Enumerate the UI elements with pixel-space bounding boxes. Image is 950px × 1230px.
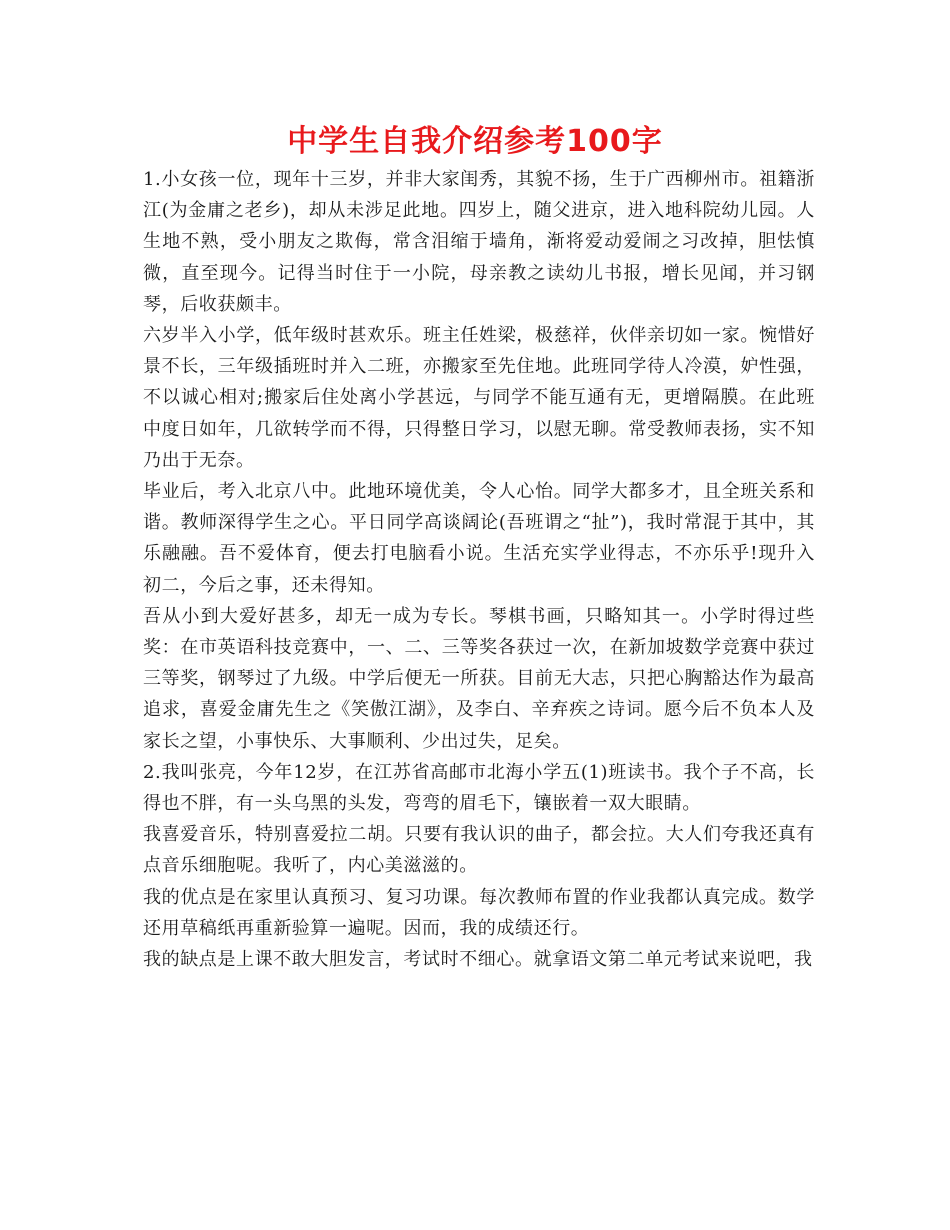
- paragraph: 2.我叫张亮，今年12岁，在江苏省高邮市北海小学五(1)班读书。我个子不高，长得也不胖，有一头乌黑的头发，弯弯的眉毛下，镶嵌着一双大眼睛。: [143, 761, 815, 815]
- paragraph: 1.小女孩一位，现年十三岁，并非大家闺秀，其貌不扬，生于广西柳州市。祖籍浙江(为金庸之老乡)，却从未涉足此地。四岁上，随父进京，进入地科院幼儿园。人生地不熟，受小朋友之欺侮，常含泪缩于墙角，渐将爱动爱闹之习改掉，胆怯慎微，直至现今。记得当时住于一小院，母亲教之读幼儿书报，增长见闻，并习钢琴，后收获颇丰。: [143, 169, 815, 315]
- paragraph: 我喜爱音乐，特别喜爱拉二胡。只要有我认识的曲子，都会拉。大人们夸我还真有点音乐细胞呢。我听了，内心美滋滋的。: [143, 824, 815, 877]
- paragraph: 六岁半入小学，低年级时甚欢乐。班主任姓梁，极慈祥，伙伴亲切如一家。惋惜好景不长，三年级插班时并入二班，亦搬家至先住地。此班同学待人冷漠，妒性强，不以诚心相对;搬家后住处离小学甚远，与同学不能互通有无，更增隔膜。在此班中度日如年，几欲转学而不得，只得整日学习，以慰无聊。常受教师表扬，实不知乃出于无奈。: [143, 325, 815, 471]
- document-body: [143, 164, 815, 975]
- document-title: 中学生自我介绍参考100字: [287, 124, 663, 159]
- paragraph: 毕业后，考入北京八中。此地环境优美，令人心怡。同学大都多才，且全班关系和谐。教师深得学生之心。平日同学高谈阔论(吾班谓之“扯”)，我时常混于其中，其乐融融。吾不爱体育，便去打电脑看小说。生活充实学业得志，不亦乐乎!现升入初二，今后之事，还未得知。: [143, 481, 815, 596]
- paragraph: 吾从小到大爱好甚多，却无一成为专长。琴棋书画，只略知其一。小学时得过些奖：在市英语科技竞赛中，一、二、三等奖各获过一次，在新加坡数学竞赛中获过三等奖，钢琴过了九级。中学后便无一所获。目前无大志，只把心胸豁达作为最高追求，喜爱金庸先生之《笑傲江湖》，及李白、辛弃疾之诗词。愿今后不负本人及家长之望，小事快乐、大事顺利、少出过失，足矣。: [143, 605, 815, 752]
- paragraph: 我的优点是在家里认真预习、复习功课。每次教师布置的作业我都认真完成。数学还用草稿纸再重新验算一遍呢。因而，我的成绩还行。: [143, 886, 815, 939]
- paragraph: 我的缺点是上课不敢大胆发言，考试时不细心。就拿语文第二单元考试来说吧，我: [143, 949, 813, 971]
